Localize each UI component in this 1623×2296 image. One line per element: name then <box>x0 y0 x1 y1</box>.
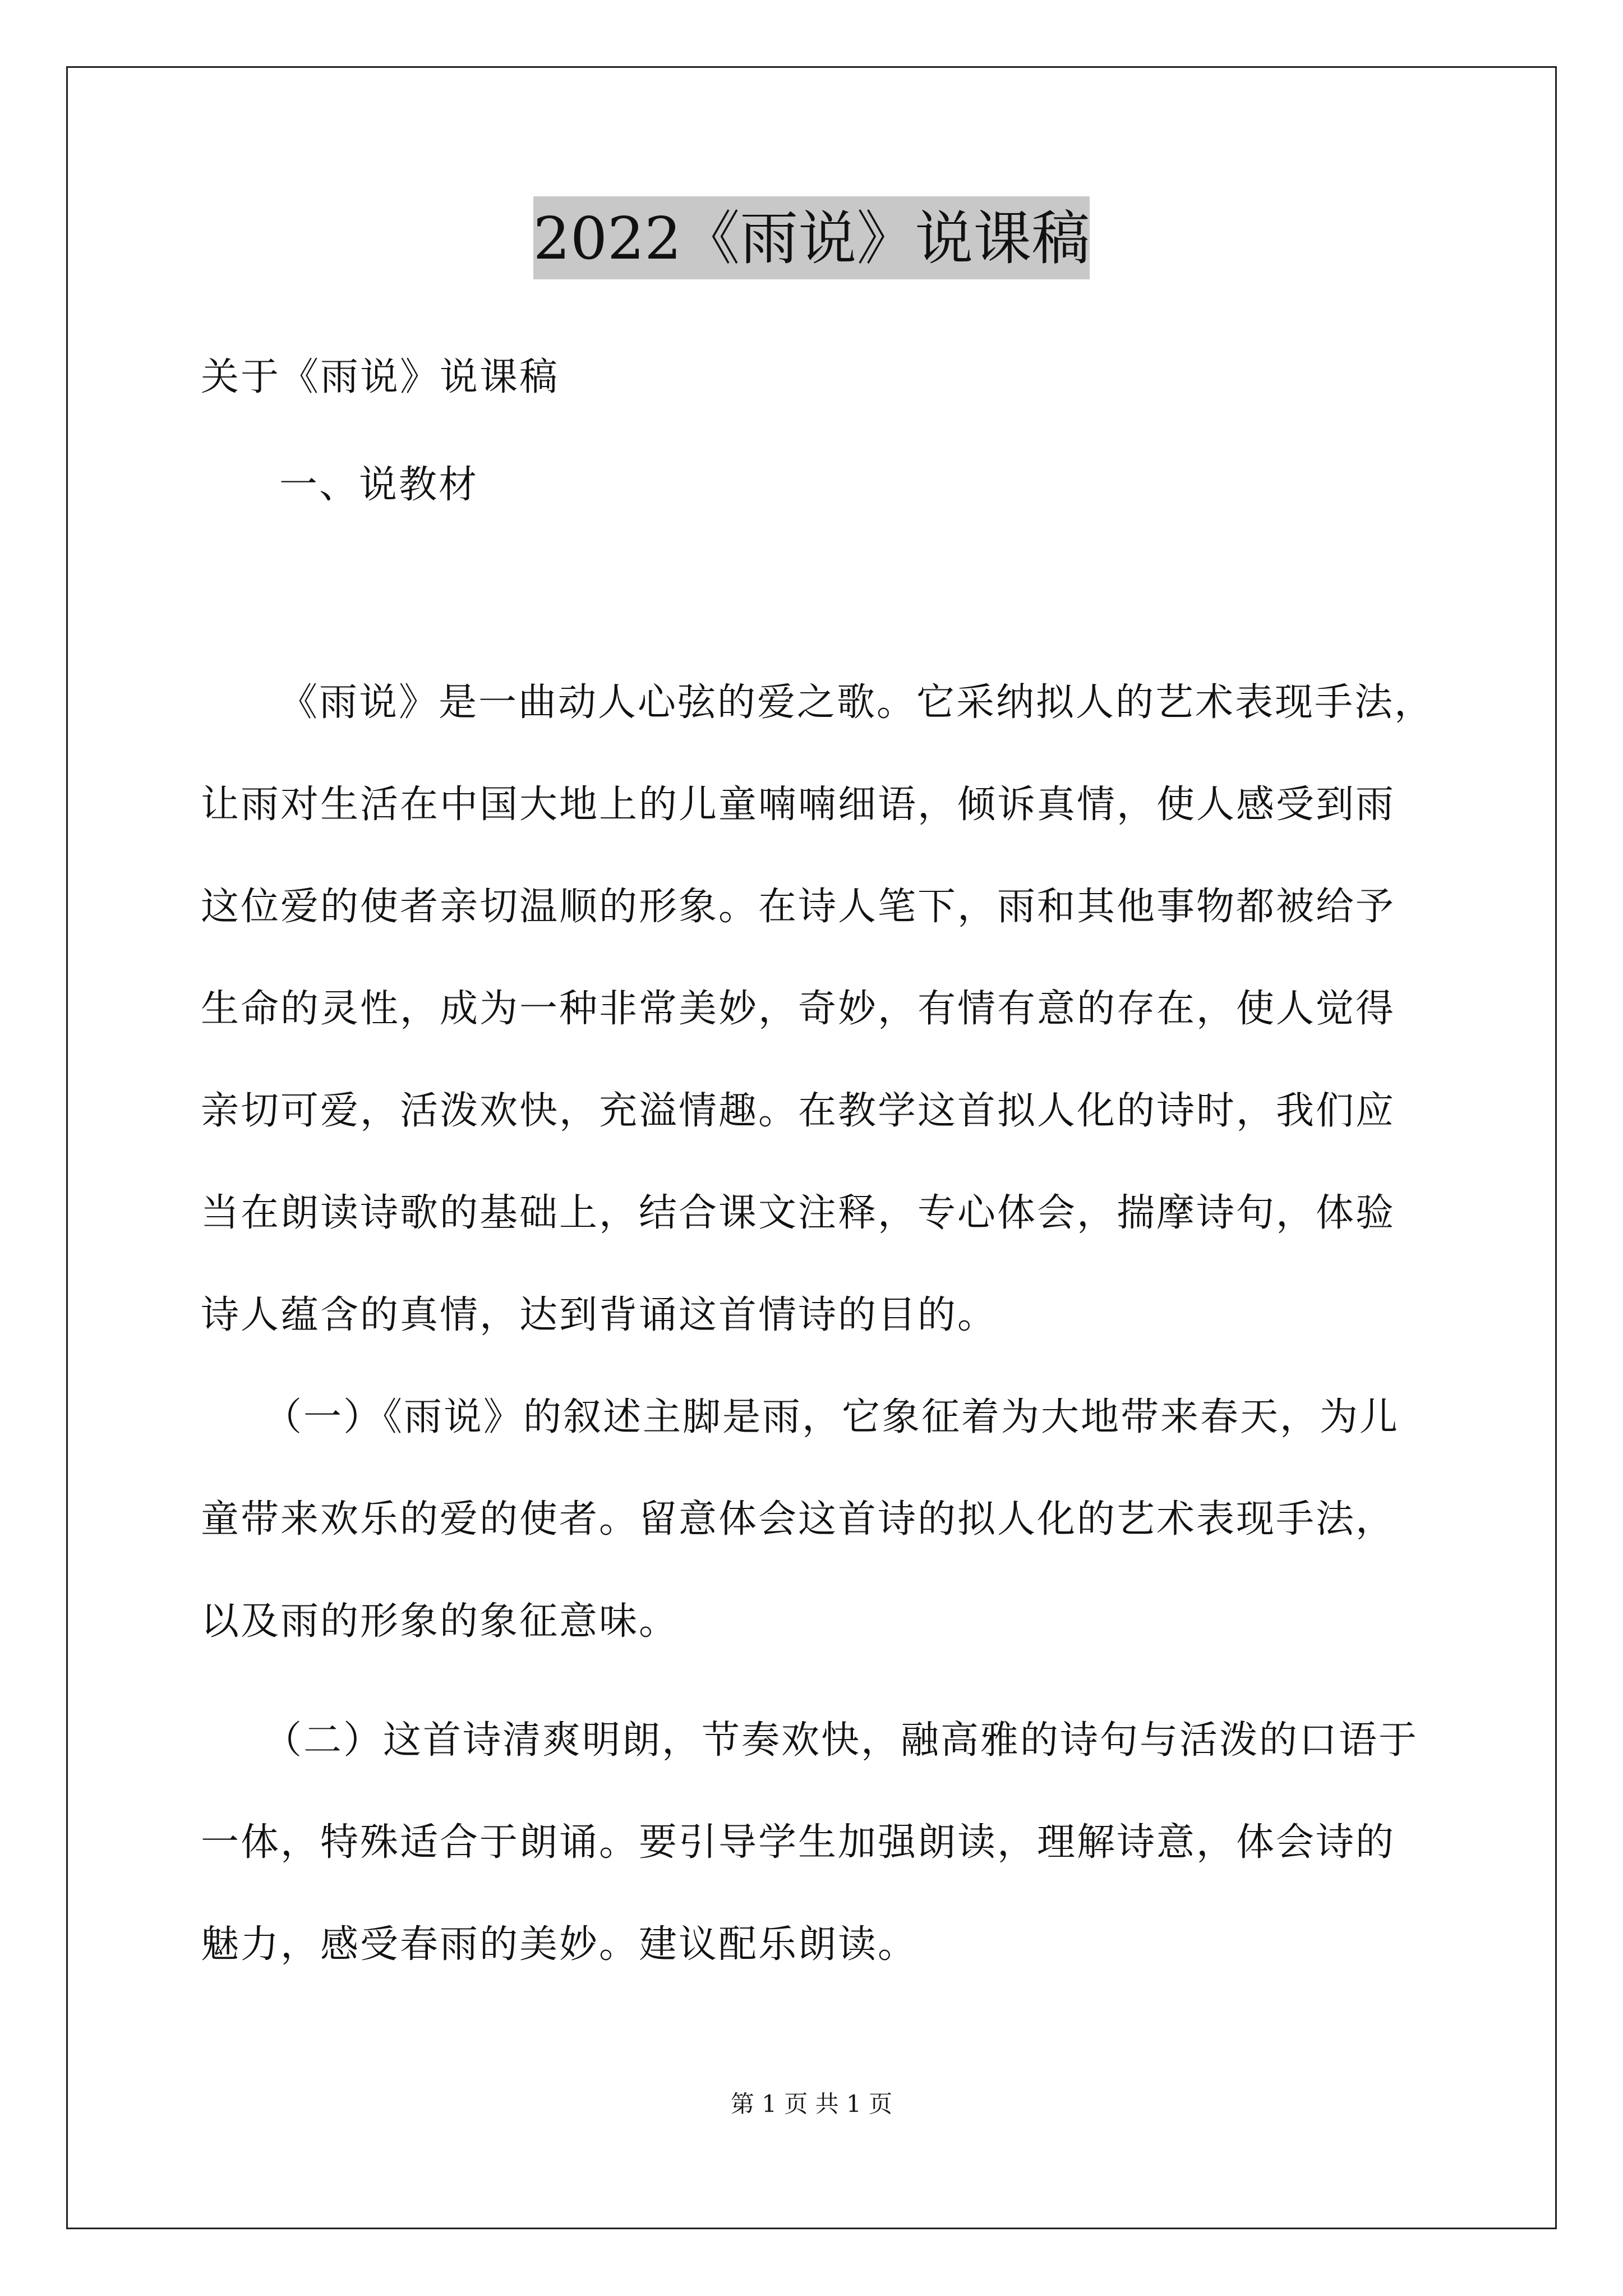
paragraph3-line: （二）这首诗清爽明朗，节奏欢快，融高雅的诗句与活泼的口语于 <box>264 1718 1419 1763</box>
paragraph2-line: 童带来欢乐的爱的使者。留意体会这首诗的拟人化的艺术表现手法， <box>201 1497 1396 1542</box>
paragraph2-line: 以及雨的形象的象征意味。 <box>201 1599 679 1644</box>
paragraph1-line: 这位爱的使者亲切温顺的形象。在诗人笔下，雨和其他事物都被给予 <box>201 885 1396 929</box>
document-title: 2022《雨说》说课稿 <box>533 196 1090 279</box>
paragraph1-line: 让雨对生活在中国大地上的儿童喃喃细语，倾诉真情，使人感受到雨 <box>201 783 1396 827</box>
paragraph3-line: 魅力，感受春雨的美妙。建议配乐朗读。 <box>201 1922 918 1967</box>
paragraph1-line: 《雨说》是一曲动人心弦的爱之歌。它采纳拟人的艺术表现手法， <box>279 680 1435 725</box>
paragraph1-line: 当在朗读诗歌的基础上，结合课文注释，专心体会，揣摩诗句，体验 <box>201 1191 1396 1235</box>
paragraph3-line: 一体，特殊适合于朗诵。要引导学生加强朗读，理解诗意，体会诗的 <box>201 1820 1396 1865</box>
title-container <box>0 196 1623 279</box>
section-heading: 一、说教材 <box>279 463 479 507</box>
document-subtitle: 关于《雨说》说课稿 <box>201 355 560 399</box>
paragraph1-line: 亲切可爱，活泼欢快，充溢情趣。在教学这首拟人化的诗时，我们应 <box>201 1089 1396 1133</box>
page-footer: 第 1 页 共 1 页 <box>730 2090 893 2118</box>
paragraph1-line: 生命的灵性，成为一种非常美妙，奇妙，有情有意的存在，使人觉得 <box>201 987 1396 1031</box>
paragraph2-line: （一）《雨说》的叙述主脚是雨，它象征着为大地带来春天，为儿 <box>264 1395 1400 1439</box>
paragraph1-line: 诗人蕴含的真情，达到背诵这首情诗的目的。 <box>201 1293 998 1337</box>
